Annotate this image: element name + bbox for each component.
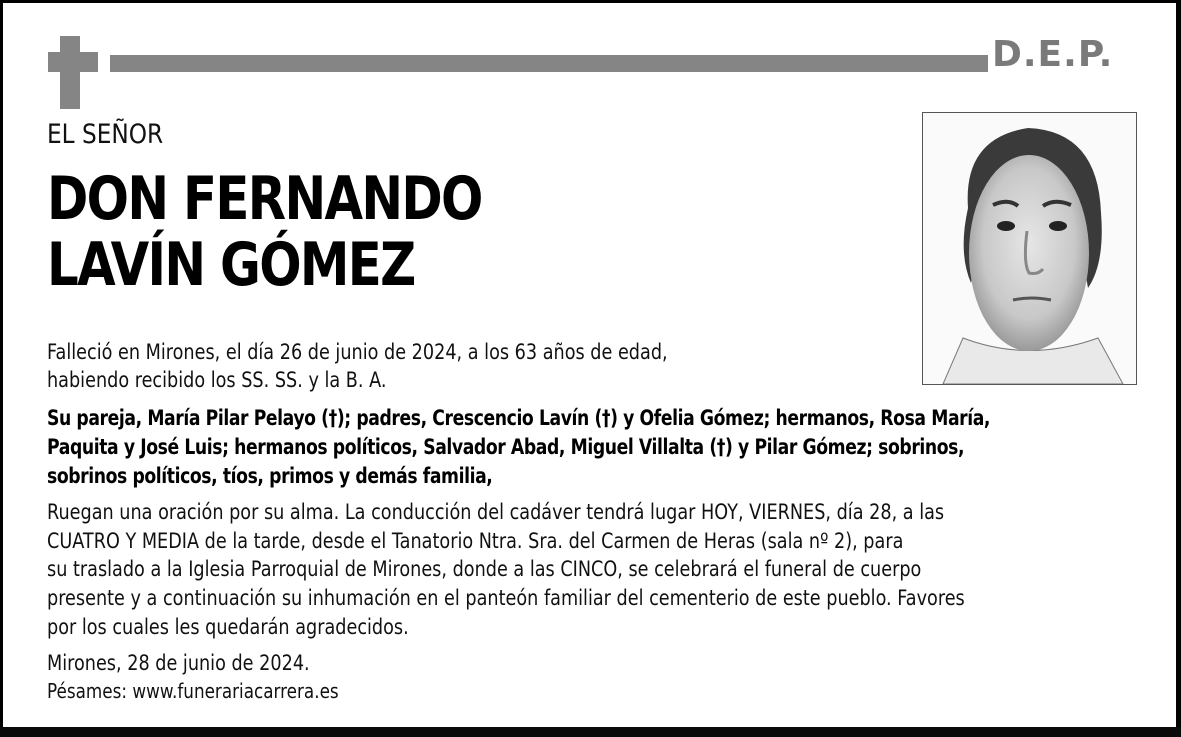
- dep-label: D.E.P.: [992, 34, 1114, 75]
- name-line-1: DON FERNANDO: [47, 164, 482, 234]
- family-line-1: Su pareja, María Pilar Pelayo (†); padres, Crescencio Lavín (†) y Ofelia Gómez; hermanos, Rosa María,: [47, 406, 991, 430]
- family-line-3: sobrinos políticos, tíos, primos y demás familia,: [47, 464, 493, 488]
- ceremony-line-3: su traslado a la Iglesia Parroquial de Mirones, donde a las CINCO, se celebrará el funeral de cuerpo: [47, 557, 922, 581]
- portrait-photo: [922, 112, 1137, 385]
- ceremony-line-5: por los cuales les quedarán agradecidos.: [47, 615, 409, 639]
- ceremony-line-4: presente y a continuación su inhumación en el panteón familiar del cementerio de este pueblo. Favores: [47, 586, 965, 610]
- cross-icon-arm: [48, 52, 98, 72]
- ceremony-line-2: CUATRO Y MEDIA de la tarde, desde el Tanatorio Ntra. Sra. del Carmen de Heras (sala nº 2), para: [47, 529, 904, 553]
- family-line-2: Paquita y José Luis; hermanos políticos, Salvador Abad, Miguel Villalta (†) y Pilar Gómez; sobrinos,: [47, 435, 965, 459]
- death-notice-line-1: Falleció en Mirones, el día 26 de junio de 2024, a los 63 años de edad,: [47, 340, 668, 364]
- bottom-border: [0, 727, 1181, 737]
- header-rule: [110, 55, 988, 72]
- condolences-link[interactable]: Pésames: www.funerariacarrera.es: [47, 679, 339, 703]
- honorific: EL SEÑOR: [47, 119, 164, 150]
- place-date: Mirones, 28 de junio de 2024.: [47, 651, 310, 675]
- portrait-image: [923, 113, 1136, 384]
- ceremony-line-1: Ruegan una oración por su alma. La conducción del cadáver tendrá lugar HOY, VIERNES, día 28, a las: [47, 500, 945, 524]
- death-notice-line-2: habiendo recibido los SS. SS. y la B. A.: [47, 368, 387, 392]
- cross-icon: [60, 36, 80, 109]
- name-line-2: LAVÍN GÓMEZ: [47, 230, 415, 300]
- deceased-name: [47, 166, 482, 298]
